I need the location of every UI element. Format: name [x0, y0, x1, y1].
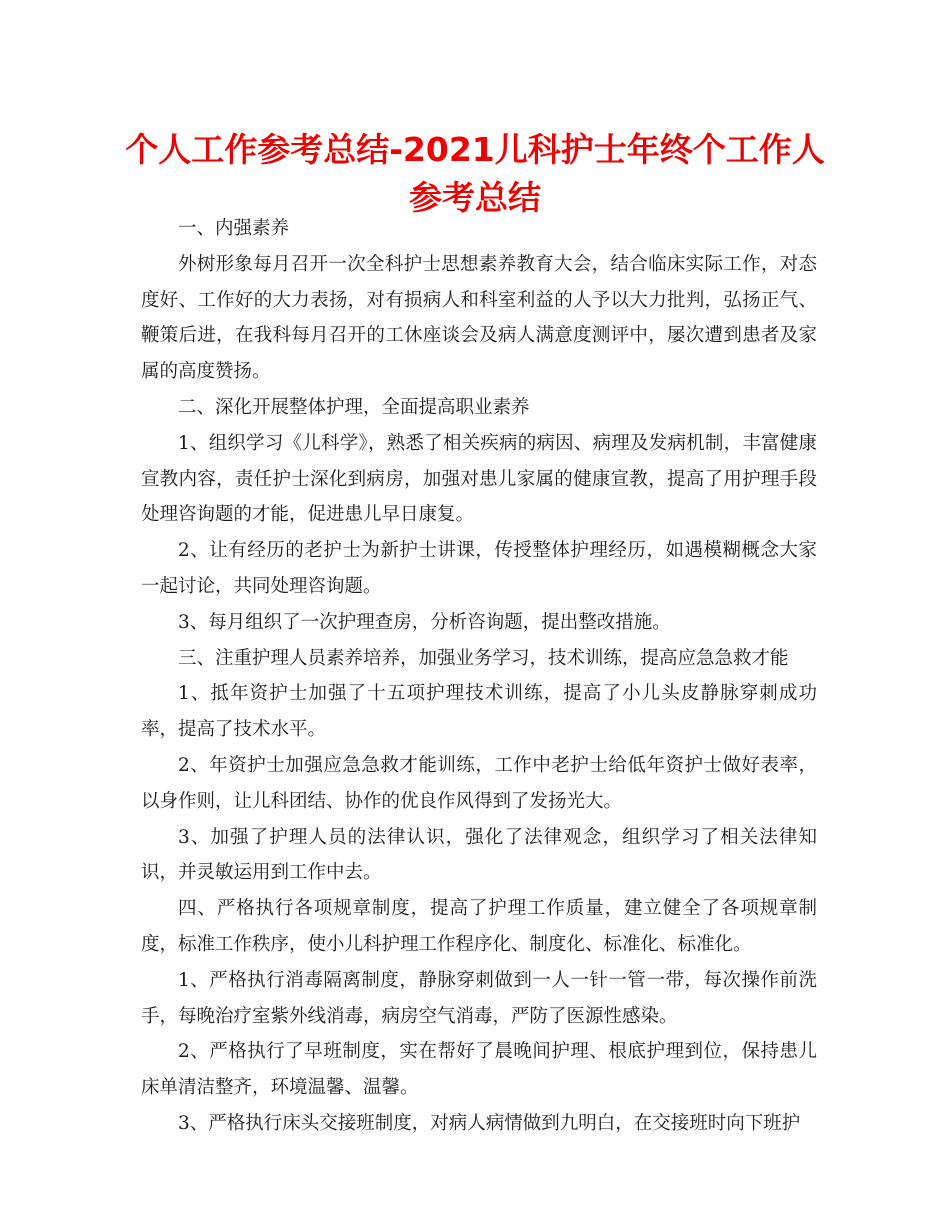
paragraph: 2、让有经历的老护士为新护士讲课，传授整体护理经历，如遇模糊概念大家一起讨论，共同处理咨询题。 — [141, 540, 817, 597]
paragraph: 3、每月组织了一次护理查房，分析咨询题，提出整改措施。 — [178, 611, 671, 633]
heading-section-4: 四、严格执行各项规章制度，提高了护理工作质量，建立健全了各项规章制度，标准工作秩序，使小儿科护理工作程序化、制度化、标准化、标准化。 — [141, 898, 817, 955]
document-body — [141, 211, 817, 1142]
heading-section-1: 一、内强素养 — [178, 218, 290, 239]
paragraph: 2、年资护士加强应急急救才能训练，工作中老护士给低年资护士做好表率，以身作则，让儿科团结、协作的优良作风得到了发扬光大。 — [141, 754, 817, 812]
heading-section-3: 三、注重护理人员素养培养，加强业务学习，技术训练，提高应急急救才能 — [178, 647, 789, 669]
paragraph: 3、严格执行床头交接班制度，对病人病情做到九明白，在交接班时向下班护 — [178, 1112, 801, 1134]
heading-section-2: 二、深化开展整体护理，全面提高职业素养 — [178, 396, 530, 418]
paragraph: 3、加强了护理人员的法律认识，强化了法律观念，组织学习了相关法律知识，并灵敏运用到工作中去。 — [141, 826, 817, 884]
document-title: 个人工作参考总结-2021儿科护士年终个工作人参考总结 — [125, 130, 825, 217]
paragraph: 2、严格执行了早班制度，实在帮好了晨晚间护理、根底护理到位，保持患儿床单清洁整齐，环境温馨、温馨。 — [141, 1041, 817, 1099]
paragraph: 1、严格执行消毒隔离制度，静脉穿刺做到一人一针一管一带，每次操作前洗手，每晚治疗室紫外线消毒，病房空气消毒，严防了医源性感染。 — [141, 969, 817, 1027]
paragraph: 外树形象每月召开一次全科护士思想素养教育大会，结合临床实际工作，对态度好、工作好的大力表扬，对有损病人和科室利益的人予以大力批判，弘扬正气、鞭策后进，在我科每月召开的工休座谈会及病人满意度测评中，屡次遭到患者及家属的高度赞扬。 — [141, 253, 817, 383]
paragraph: 1、抵年资护士加强了十五项护理技术训练，提高了小儿头皮静脉穿刺成功率，提高了技术水平。 — [141, 683, 817, 741]
paragraph: 1、组织学习《儿科学》，熟悉了相关疾病的病因、病理及发病机制，丰富健康宣教内容，责任护士深化到病房，加强对患儿家属的健康宣教，提高了用护理手段处理咨询题的才能，促进患儿早日康复。 — [141, 432, 817, 526]
